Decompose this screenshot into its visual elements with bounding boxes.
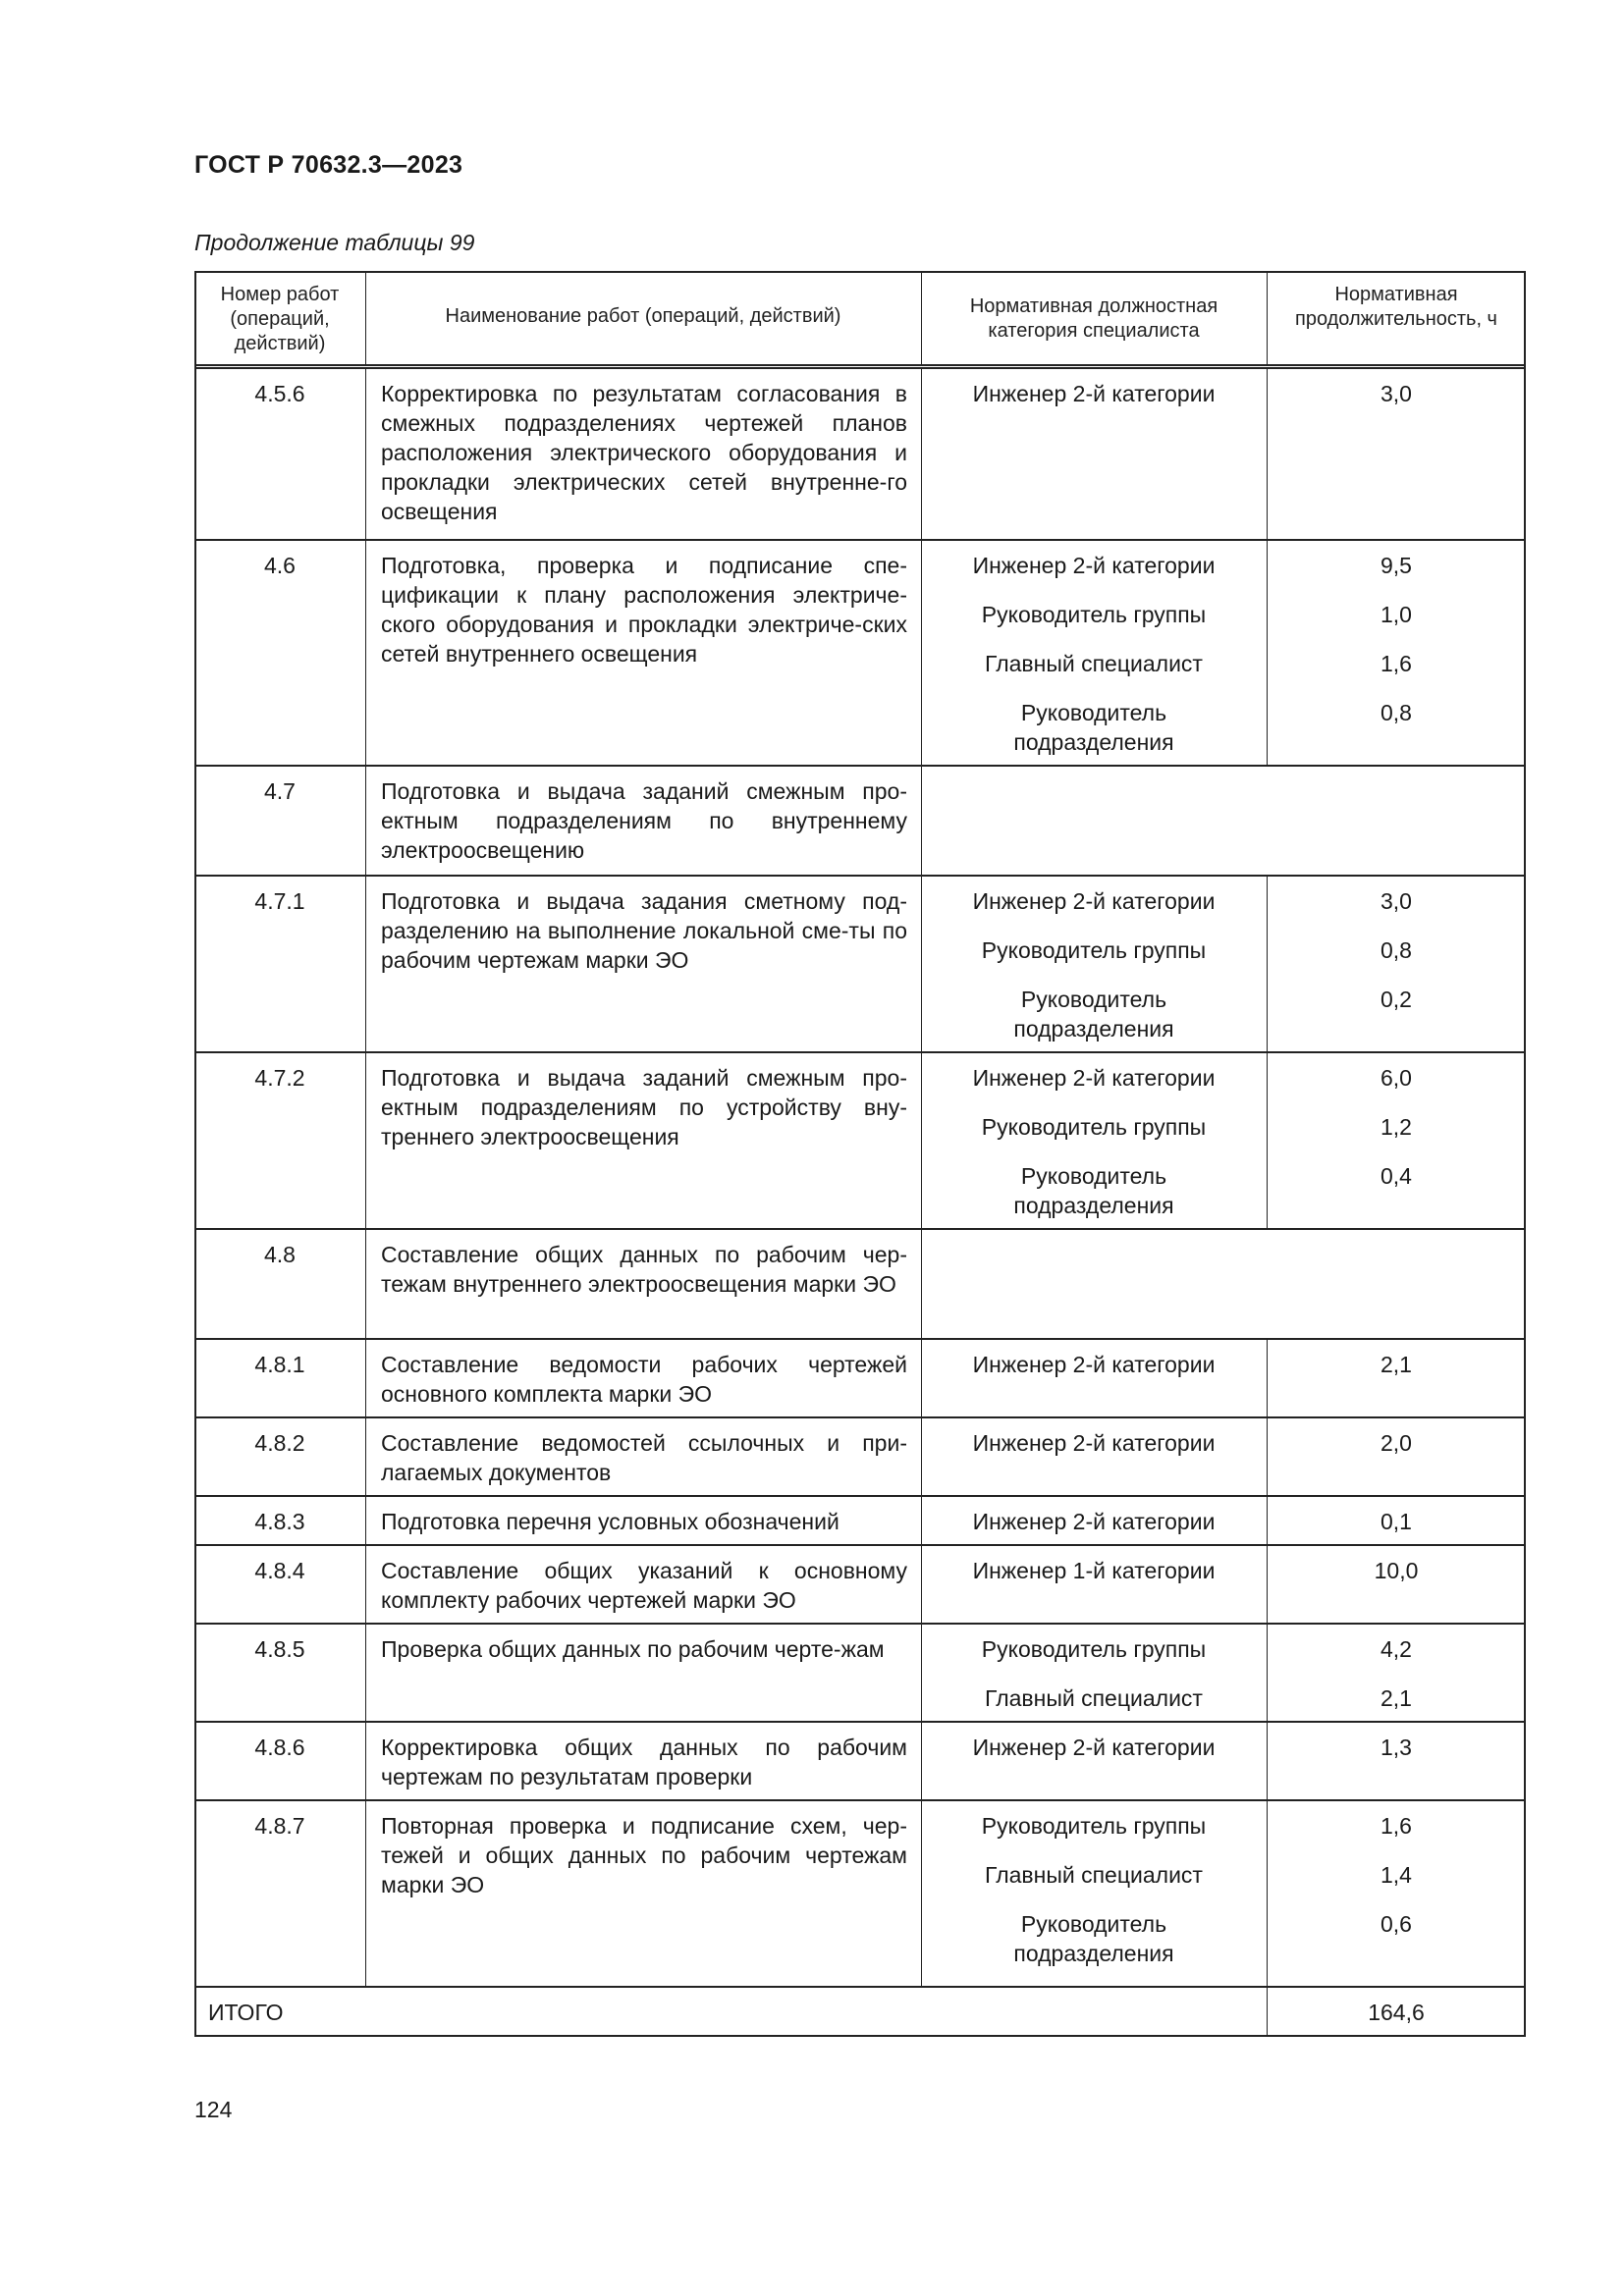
row-hours: 1,0 <box>1380 602 1412 627</box>
row-num: 4.8 <box>264 1242 296 1267</box>
row-hours: 0,8 <box>1380 937 1412 963</box>
page-number: 124 <box>194 2097 233 2122</box>
table-row <box>194 1801 1526 1988</box>
row-name: Подготовка и выдача заданий смежным про-ектным подразделениям по внутреннему электроосвещению <box>381 778 907 863</box>
row-hours: 1,6 <box>1380 651 1412 676</box>
row-num: 4.5.6 <box>254 381 305 406</box>
table-row <box>194 1497 1526 1546</box>
row-hours: 2,0 <box>1380 1430 1412 1456</box>
row-category: Руководитель группы <box>981 937 1207 963</box>
row-hours: 0,6 <box>1380 1911 1412 1937</box>
row-num: 4.8.7 <box>254 1813 305 1839</box>
row-category: Руководитель группы <box>981 1114 1207 1140</box>
table-row <box>194 877 1526 1053</box>
row-category: Инженер 2-й категории <box>972 1352 1216 1377</box>
row-category: Руководитель группы <box>981 602 1207 627</box>
row-hours: 4,2 <box>1380 1636 1412 1662</box>
row-category: Руководитель группы <box>981 1813 1207 1839</box>
row-num: 4.7.1 <box>254 888 305 914</box>
norms-table <box>194 271 1526 2037</box>
table-row <box>194 1340 1526 1418</box>
row-category: Инженер 2-й категории <box>972 553 1216 578</box>
total-value: 164,6 <box>1368 2000 1425 2025</box>
row-category: Инженер 1-й категории <box>972 1558 1216 1583</box>
row-hours: 9,5 <box>1380 553 1412 578</box>
row-name: Составление общих указаний к основному комплекту рабочих чертежей марки ЭО <box>381 1558 907 1613</box>
row-num: 4.7.2 <box>254 1065 305 1091</box>
row-name: Повторная проверка и подписание схем, чер-тежей и общих данных по рабочим чертежам марки ЭО <box>381 1813 907 1897</box>
table-row <box>194 1230 1526 1340</box>
total-label: ИТОГО <box>208 2000 284 2025</box>
row-category: Главный специалист <box>985 1685 1203 1711</box>
row-num: 4.8.1 <box>254 1352 305 1377</box>
row-category: Инженер 2-й категории <box>972 381 1216 406</box>
row-category: Инженер 2-й категории <box>972 1509 1216 1534</box>
doc-code: ГОСТ Р 70632.3—2023 <box>194 151 463 179</box>
row-name: Подготовка перечня условных обозначений <box>381 1509 839 1534</box>
row-category: Руководитель подразделения <box>1013 1163 1174 1218</box>
row-num: 4.8.6 <box>254 1735 305 1760</box>
row-name: Подготовка, проверка и подписание спе-цификации к плану расположения электриче-ского оборудования и прокладки электриче-ских сетей внутреннего освещения <box>381 553 907 667</box>
row-num: 4.8.5 <box>254 1636 305 1662</box>
row-category: Инженер 2-й категории <box>972 1430 1216 1456</box>
row-category: Руководитель группы <box>981 1636 1207 1662</box>
row-hours: 3,0 <box>1380 381 1412 406</box>
row-category: Инженер 2-й категории <box>972 888 1216 914</box>
row-hours: 1,3 <box>1380 1735 1412 1760</box>
col-header-category: Нормативная должностная категория специалиста <box>969 295 1218 342</box>
col-header-hours: Нормативная продолжительность, ч <box>1295 284 1497 330</box>
row-name: Подготовка и выдача заданий смежным про-ектным подразделениям по устройству вну-треннего электроосвещения <box>381 1065 907 1149</box>
table-row <box>194 1546 1526 1625</box>
row-hours: 6,0 <box>1380 1065 1412 1091</box>
row-category: Главный специалист <box>985 651 1203 676</box>
table-row <box>194 541 1526 767</box>
row-num: 4.8.3 <box>254 1509 305 1534</box>
table-caption: Продолжение таблицы 99 <box>194 230 475 255</box>
row-hours: 1,2 <box>1380 1114 1412 1140</box>
table-total-row <box>194 1988 1526 2037</box>
row-hours: 2,1 <box>1380 1685 1412 1711</box>
row-name: Составление ведомостей ссылочных и при-лагаемых документов <box>381 1430 907 1485</box>
row-name: Проверка общих данных по рабочим черте-жам <box>381 1636 885 1662</box>
row-category: Руководитель подразделения <box>1013 987 1174 1041</box>
row-num: 4.8.4 <box>254 1558 305 1583</box>
row-hours: 1,4 <box>1380 1862 1412 1888</box>
row-category: Инженер 2-й категории <box>972 1735 1216 1760</box>
table-header-row <box>194 271 1526 369</box>
col-header-name: Наименование работ (операций, действий) <box>445 305 841 327</box>
row-category: Главный специалист <box>985 1862 1203 1888</box>
row-hours: 0,8 <box>1380 700 1412 725</box>
row-hours: 1,6 <box>1380 1813 1412 1839</box>
table-row <box>194 369 1526 541</box>
row-name: Составление ведомости рабочих чертежей основного комплекта марки ЭО <box>381 1352 907 1407</box>
table-row <box>194 1625 1526 1723</box>
row-hours: 0,1 <box>1380 1509 1412 1534</box>
row-hours: 2,1 <box>1380 1352 1412 1377</box>
row-hours: 0,4 <box>1380 1163 1412 1189</box>
table-row <box>194 1053 1526 1230</box>
row-name: Корректировка общих данных по рабочим чертежам по результатам проверки <box>381 1735 907 1789</box>
table-row <box>194 1723 1526 1801</box>
row-num: 4.8.2 <box>254 1430 305 1456</box>
row-category: Инженер 2-й категории <box>972 1065 1216 1091</box>
row-hours: 3,0 <box>1380 888 1412 914</box>
row-hours: 10,0 <box>1374 1558 1419 1583</box>
row-hours: 0,2 <box>1380 987 1412 1012</box>
table-row <box>194 1418 1526 1497</box>
row-num: 4.7 <box>264 778 296 804</box>
row-name: Корректировка по результатам согласования в смежных подразделениях чертежей планов расположения электрического оборудования и прокладки электрических сетей внутренне-го освещения <box>381 381 907 524</box>
row-category: Руководитель подразделения <box>1013 700 1174 755</box>
row-category: Руководитель подразделения <box>1013 1911 1174 1966</box>
row-name: Составление общих данных по рабочим чер-тежам внутреннего электроосвещения марки ЭО <box>381 1242 907 1297</box>
table-row <box>194 767 1526 877</box>
col-header-num: Номер работ (операций, действий) <box>220 284 340 354</box>
row-num: 4.6 <box>264 553 296 578</box>
row-name: Подготовка и выдача задания сметному под-разделению на выполнение локальной сме-ты по рабочим чертежам марки ЭО <box>381 888 907 973</box>
